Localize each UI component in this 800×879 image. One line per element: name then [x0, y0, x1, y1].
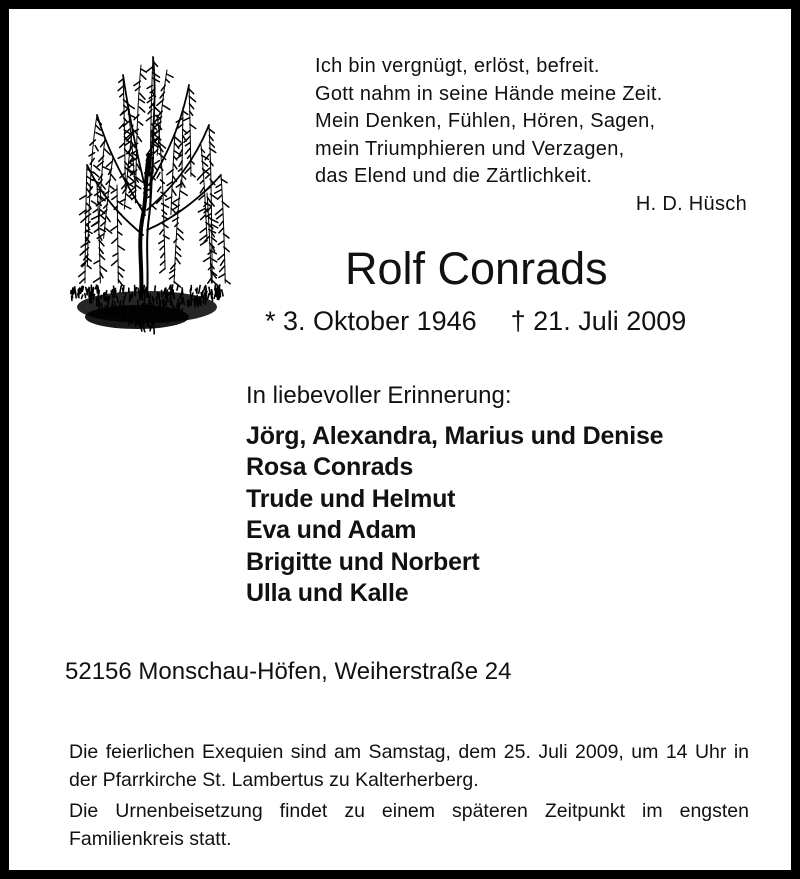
birth-date: * 3. Oktober 1946: [265, 306, 477, 336]
mourner-entry: Eva und Adam: [246, 516, 417, 545]
mourners-list: [246, 421, 663, 609]
mourner-entry: Ulla und Kalle: [246, 579, 409, 608]
poem-line: Gott nahm in seine Hände meine Zeit.: [315, 82, 663, 105]
life-dates: [265, 303, 686, 339]
weeping-willow-icon: [57, 45, 237, 350]
death-date: † 21. Juli 2009: [510, 306, 687, 336]
funeral-service-info: Die feierlichen Exequien sind am Samstag, dem 25. Juli 2009, um 14 Uhr in der Pfarrkirche St. Lambertus zu Kalterherberg.: [69, 741, 749, 791]
poem-line: mein Triumphieren und Verzagen,: [315, 137, 625, 160]
poem: [315, 53, 755, 218]
mourner-entry: Brigitte und Norbert: [246, 547, 480, 576]
burial-info: Die Urnenbeisetzung findet zu einem späteren Zeitpunkt im engsten Familienkreis statt.: [69, 800, 749, 850]
poem-line: Mein Denken, Fühlen, Hören, Sagen,: [315, 110, 656, 132]
poem-line: Ich bin vergnügt, erlöst, befreit.: [315, 55, 600, 77]
memory-label: In liebevoller Erinnerung:: [246, 382, 512, 409]
mourner-entry: Trude und Helmut: [246, 484, 456, 513]
deceased-name: Rolf Conrads: [345, 243, 608, 294]
poem-line: das Elend und die Zärtlichkeit.: [315, 165, 593, 187]
poem-author: H. D. Hüsch: [635, 192, 747, 215]
mourner-entry: Rosa Conrads: [246, 453, 414, 482]
address: 52156 Monschau-Höfen, Weiherstraße 24: [65, 658, 512, 685]
mourner-entry: Jörg, Alexandra, Marius und Denise: [246, 422, 664, 450]
